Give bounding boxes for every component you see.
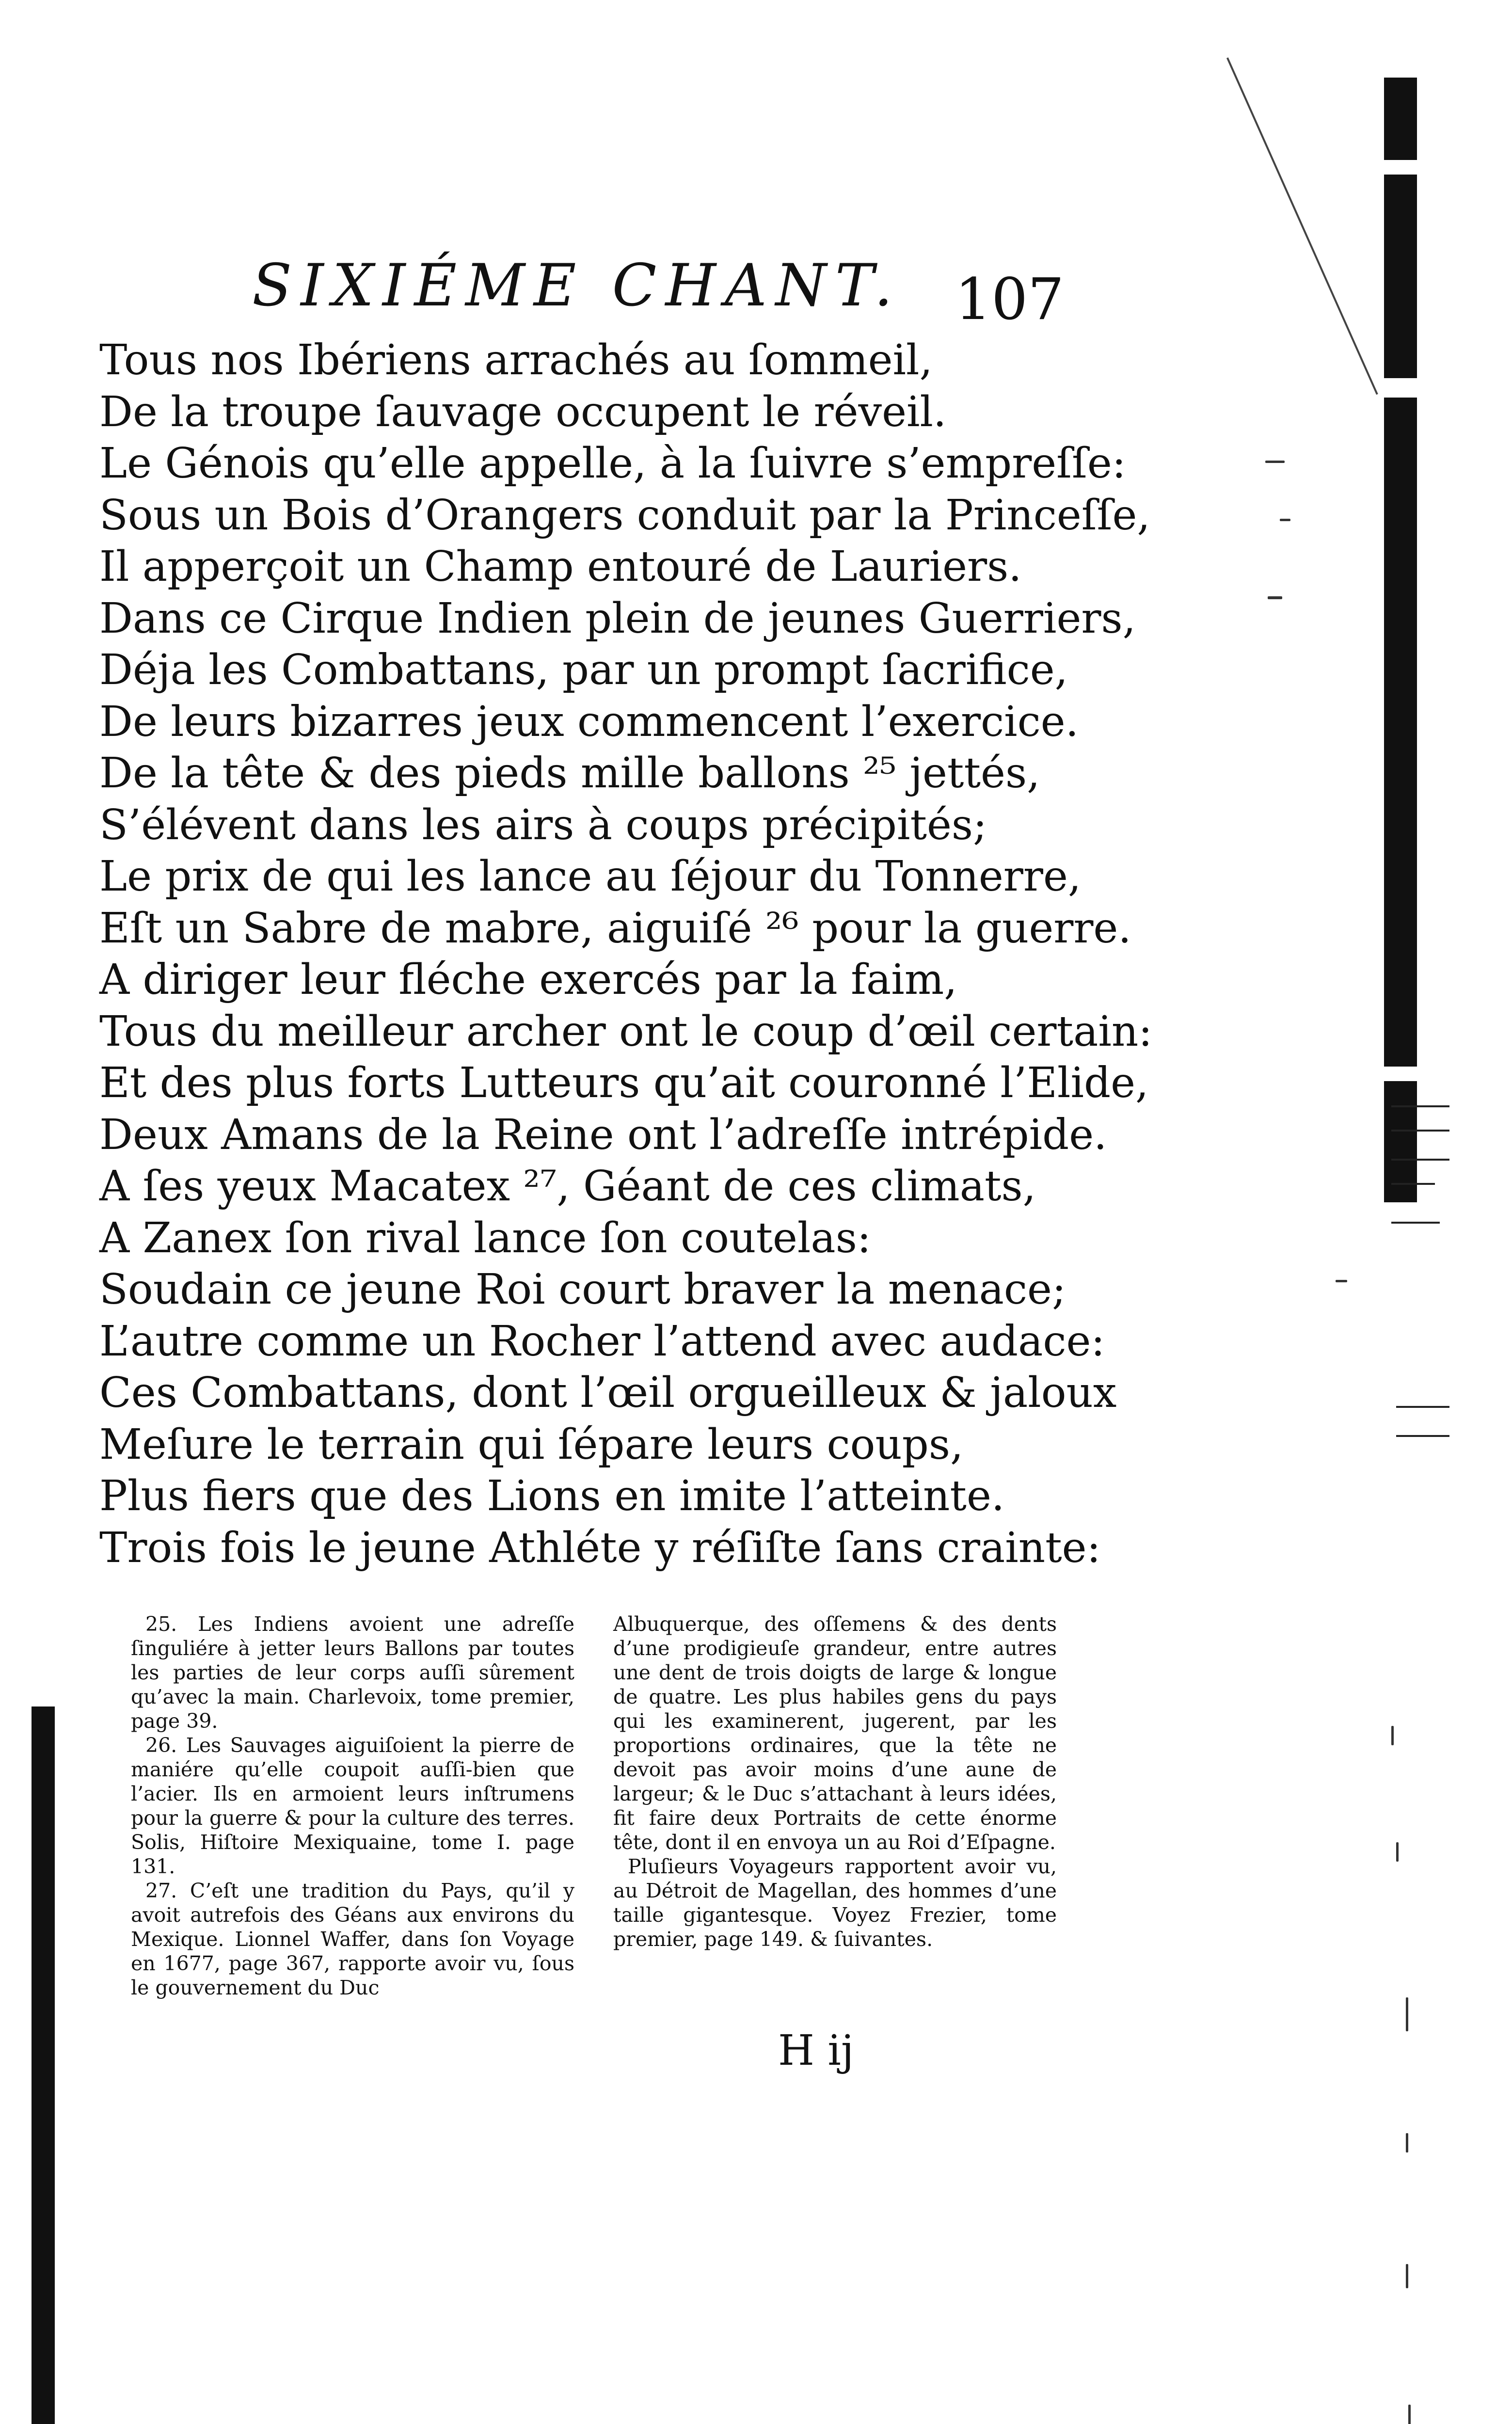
verse-line: Il apperçoit un Champ entouré de Lauriers. [99, 542, 1022, 591]
scan-speck [1391, 1726, 1394, 1745]
verse-line: Le Génois qu’elle appelle, à la ſuivre s’empreſſe: [99, 439, 1126, 488]
scan-speck [1406, 2264, 1408, 2288]
verse-line: A Zanex ſon rival lance ſon coutelas: [99, 1213, 871, 1262]
verse-line: De leurs bizarres jeux commencent l’exercice. [99, 697, 1079, 746]
verse-line: Le prix de qui les lance au ſéjour du Tonnerre, [99, 852, 1082, 901]
scan-binding-shadow [32, 1706, 55, 2424]
scan-edge-line [1391, 1222, 1440, 1224]
footnotes-left-column [131, 1612, 574, 2000]
scan-speck [1396, 1842, 1399, 1862]
footnote-27: 27. C’eſt une tradition du Pays, qu’il y avoit autrefois des Géans aux environs du Mexique. Lionnel Waffer, dans ſon Voyage en 1677, page 367, rapporte avoir vu, ſous le gouvernement du Duc [131, 1879, 574, 1999]
scan-edge-line [1391, 1105, 1449, 1107]
scan-speck [1408, 2405, 1411, 2424]
verse-line: S’élévent dans les airs à coups précipités; [99, 800, 987, 849]
verse-line: Et des plus forts Lutteurs qu’ait couronné l’Elide, [99, 1059, 1149, 1107]
verse-line: De la tête & des pieds mille ballons ²⁵ jettés, [99, 749, 1040, 797]
verse-line: Eſt un Sabre de mabre, aiguiſé ²⁶ pour la guerre. [99, 904, 1131, 953]
scan-edge-line [1391, 1159, 1449, 1161]
verse-block [99, 335, 1153, 1574]
footnote-25: 25. Les Indiens avoient une adreſſe ſinguliére à jetter leurs Ballons par toutes les parties de leur corps auſſi sûrement qu’avec la main. Charlevoix, tome premier, page 39. [131, 1612, 574, 1733]
scan-edge-line [1396, 1435, 1449, 1437]
scan-speck [1268, 596, 1282, 599]
verse-line: L’autre comme un Rocher l’attend avec audace: [99, 1317, 1105, 1366]
scan-speck [1406, 2133, 1408, 2153]
scan-speck [1406, 1997, 1408, 2031]
scan-speck [1280, 519, 1290, 521]
footnote-27-continued: Albuquerque, des oſſemens & des dents d’une prodigieuſe grandeur, entre autres une dent de trois doigts de large & longue de quatre. Les plus habiles gens du pays qui les examinerent, jugerent, par les proportions ordinaires, que la tête ne devoit pas avoir moins d’une aune de largeur; & le Duc s’attachant à leurs idées, fit faire deux Portraits de cette énorme tête, dont il en envoya un au Roi d’Eſpagne. [613, 1612, 1057, 1854]
signature-mark: H ij [778, 2026, 854, 2075]
footnote-26: 26. Les Sauvages aiguiſoient la pierre de maniére qu’elle coupoit auſſi-bien que l’acier. Ils en armoient leurs inſtrumens pour la guerre & pour la culture des terres. Solis, Hiſtoire Mexiquaine, tome I. page 131. [131, 1734, 574, 1878]
verse-line: Deux Amans de la Reine ont l’adreſſe intrépide. [99, 1110, 1107, 1159]
scan-edge-strip [1384, 175, 1417, 378]
verse-line: A diriger leur fléche exercés par la faim, [99, 956, 957, 1004]
verse-line: Meſure le terrain qui ſépare leurs coups, [99, 1420, 964, 1469]
footnote-27-travellers: Pluſieurs Voyageurs rapportent avoir vu, au Détroit de Magellan, des hommes d’une taille gigantesque. Voyez Frezier, tome premier, page 149. & ſuivantes. [613, 1855, 1057, 1951]
scan-edge-strip [1384, 398, 1417, 1067]
scan-fold-line [1226, 57, 1378, 395]
scan-speck [1336, 1280, 1347, 1282]
running-title: SIXIÉME CHANT. [252, 252, 902, 319]
verse-line: Dans ce Cirque Indien plein de jeunes Guerriers, [99, 594, 1136, 643]
verse-line: Tous nos Ibériens arrachés au ſommeil, [99, 336, 933, 384]
scan-edge-strip [1384, 78, 1417, 160]
verse-line: Soudain ce jeune Roi court braver la menace; [99, 1265, 1066, 1314]
scan-edge-line [1396, 1406, 1449, 1408]
page-number: 107 [955, 266, 1065, 333]
verse-line: Sous un Bois d’Orangers conduit par la Princeſſe, [99, 491, 1150, 540]
verse-line: Trois fois le jeune Athléte y réſiſte ſans crainte: [99, 1523, 1101, 1572]
verse-line: Tous du meilleur archer ont le coup d’œil certain: [99, 1007, 1153, 1056]
scan-speck [1265, 461, 1285, 463]
verse-line: De la troupe ſauvage occupent le réveil. [99, 387, 947, 436]
verse-line: Déja les Combattans, par un prompt ſacrifice, [99, 646, 1068, 694]
scan-edge-line [1391, 1130, 1449, 1132]
footnotes-right-column [613, 1612, 1057, 1951]
scan-edge-line [1391, 1183, 1435, 1185]
verse-line: Ces Combattans, dont l’œil orgueilleux & jaloux [99, 1369, 1117, 1417]
verse-line: Plus fiers que des Lions en imite l’atteinte. [99, 1472, 1005, 1520]
verse-line: A ſes yeux Macatex ²⁷, Géant de ces climats, [99, 1162, 1036, 1211]
